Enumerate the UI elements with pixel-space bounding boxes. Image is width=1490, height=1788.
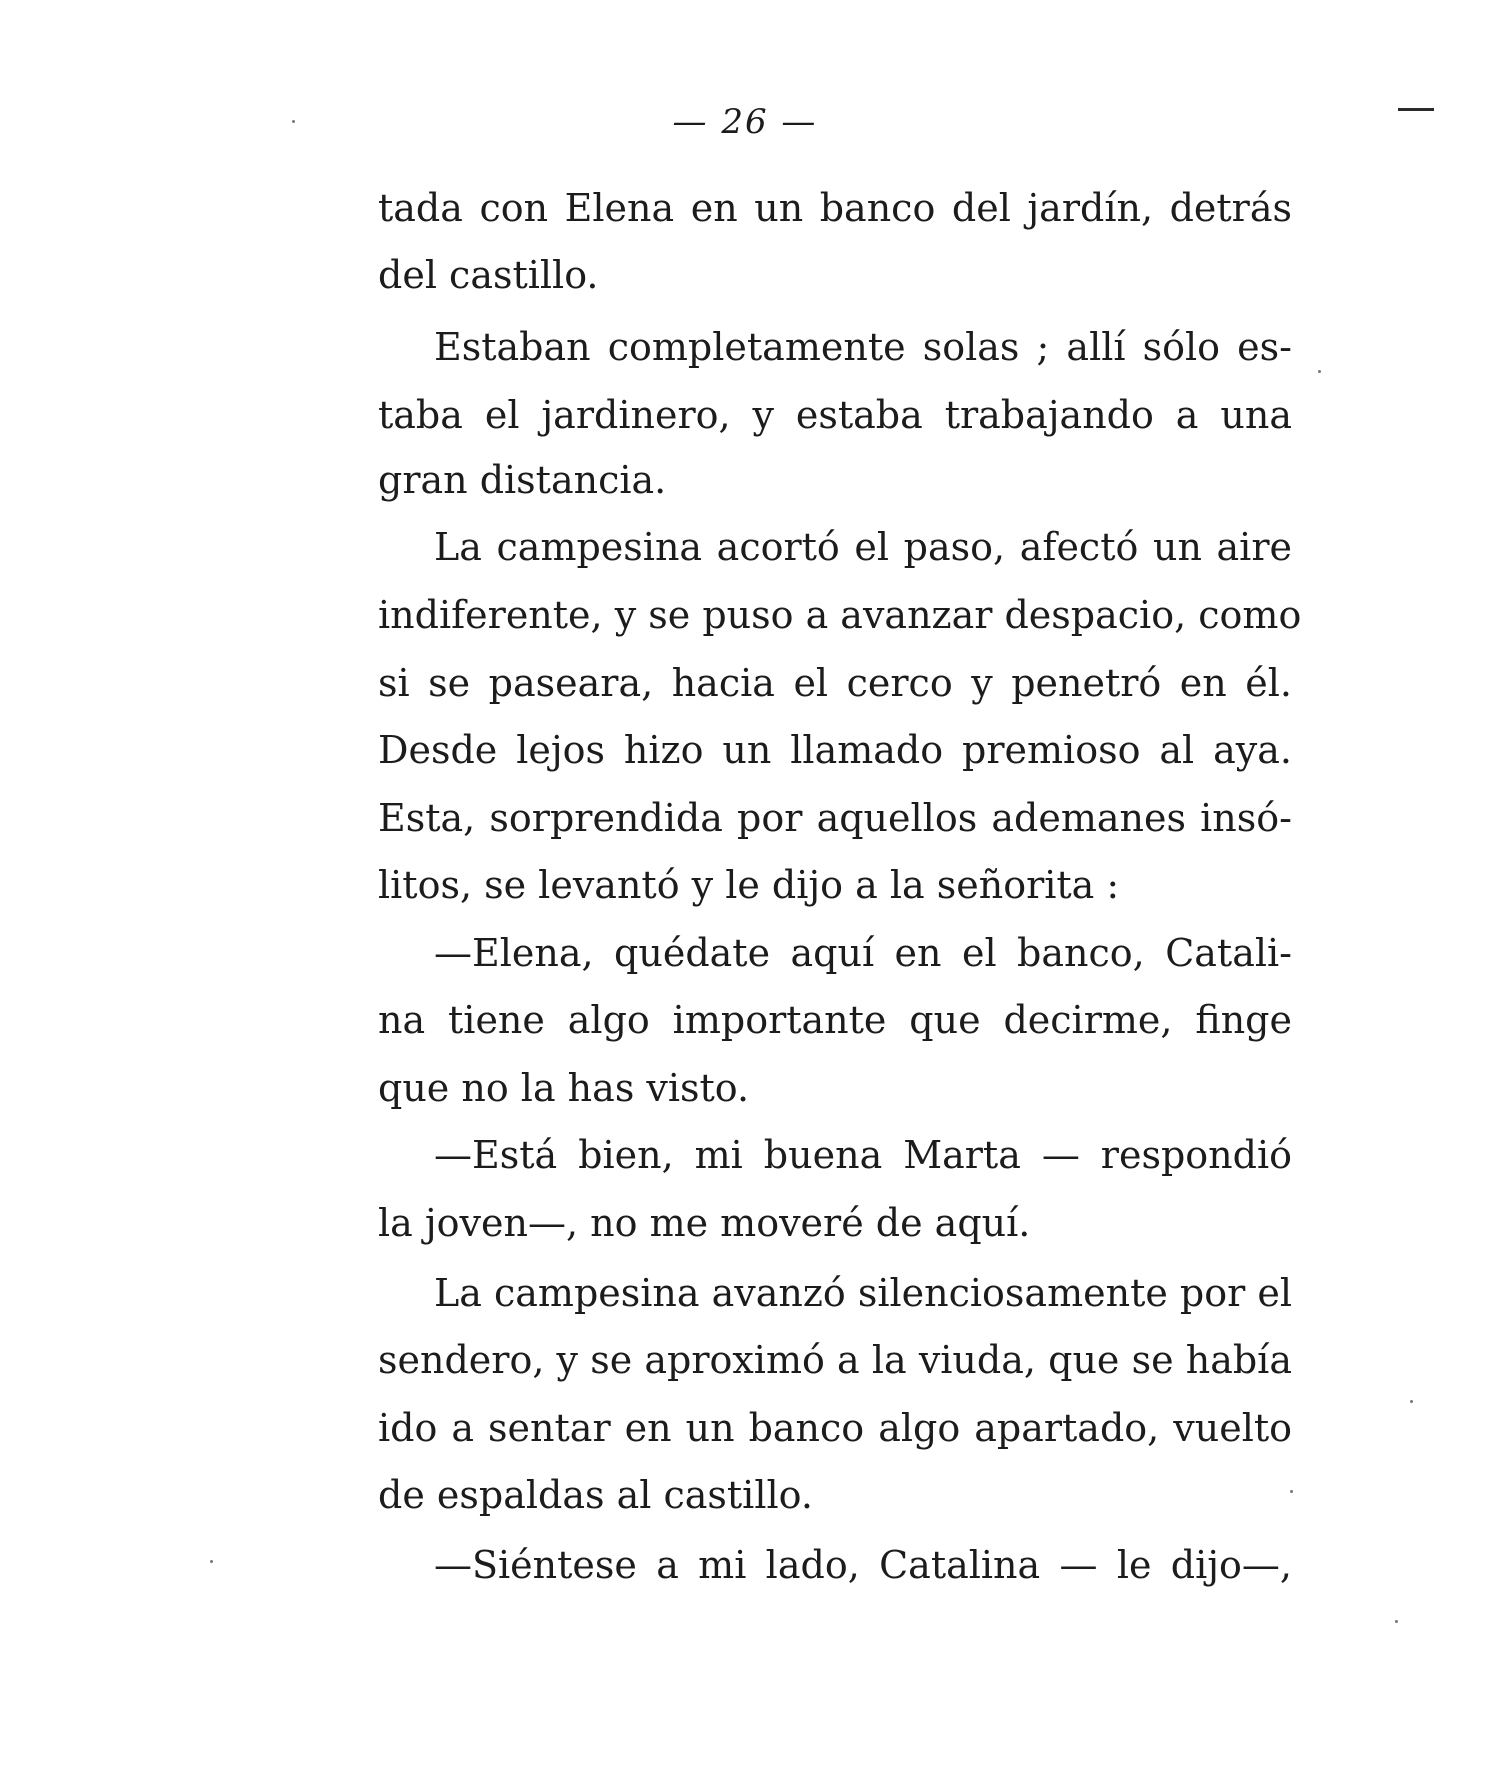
text-line: ido a sentar en un banco algo apartado, vuelto <box>378 1406 1292 1450</box>
paper-speck <box>1410 1400 1413 1403</box>
text-line: Desde lejos hizo un llamado premioso al aya. <box>378 728 1292 772</box>
text-line: la joven—, no me moveré de aquí. <box>378 1201 1031 1245</box>
margin-mark <box>1398 108 1434 111</box>
paper-speck <box>1395 1620 1398 1623</box>
text-line: La campesina avanzó silenciosamente por el <box>434 1271 1293 1315</box>
text-line: gran distancia. <box>378 458 667 502</box>
text-line: tada con Elena en un banco del jardín, detrás <box>378 186 1292 230</box>
page-number: — 26 — <box>672 102 818 142</box>
text-line: si se paseara, hacia el cerco y penetró en él. <box>378 661 1292 705</box>
text-line: Esta, sorprendida por aquellos ademanes insó- <box>378 796 1292 840</box>
paper-speck <box>1318 370 1321 373</box>
text-line: indiferente, y se puso a avanzar despacio, como <box>378 593 1302 637</box>
paper-speck <box>292 120 295 123</box>
text-line: del castillo. <box>378 253 599 297</box>
text-line: sendero, y se aproximó a la viuda, que se había <box>378 1338 1292 1382</box>
text-line: litos, se levantó y le dijo a la señorita : <box>378 863 1120 907</box>
text-line: —Está bien, mi buena Marta — respondió <box>434 1133 1292 1177</box>
text-line: Estaban completamente solas ; allí sólo es- <box>434 325 1292 369</box>
paper-speck <box>210 1560 213 1563</box>
text-line: —Siéntese a mi lado, Catalina — le dijo—, <box>434 1543 1292 1587</box>
text-line: na tiene algo importante que decirme, finge <box>378 998 1292 1042</box>
text-line: —Elena, quédate aquí en el banco, Catali- <box>434 931 1292 975</box>
text-line: de espaldas al castillo. <box>378 1473 813 1517</box>
text-line: La campesina acortó el paso, afectó un aire <box>434 525 1292 569</box>
text-line: que no la has visto. <box>378 1066 750 1110</box>
text-line: taba el jardinero, y estaba trabajando a una <box>378 393 1292 437</box>
paper-speck <box>1290 1490 1293 1493</box>
